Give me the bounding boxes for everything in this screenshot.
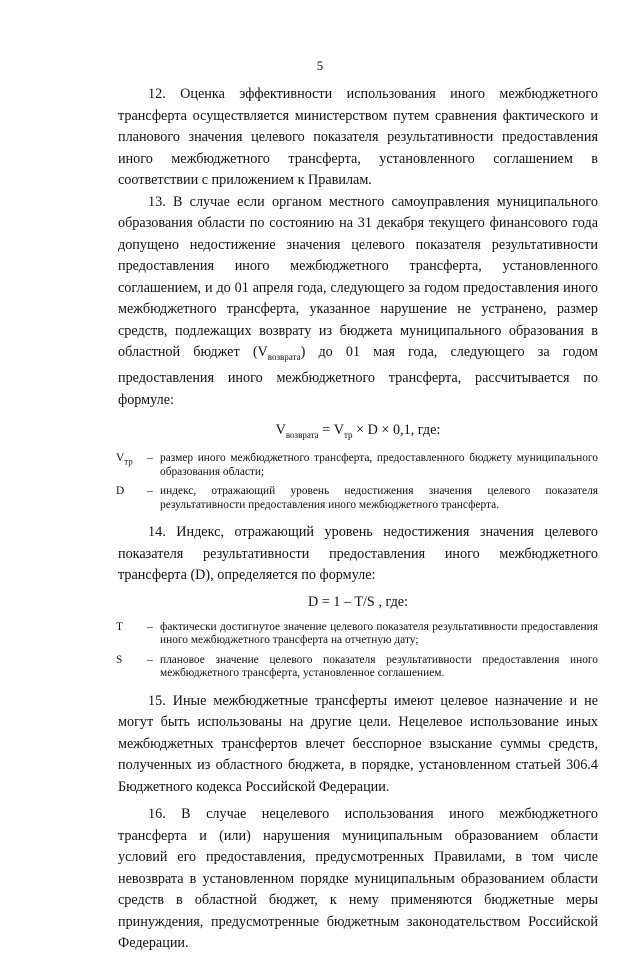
paragraph-13-part-a: 13. В случае если органом местного самоуправления муниципального образования области по состоянию на 31 декабря текущего финансового года допущено недостижение значения целевого показателя результативности предоставления иного межбюджетного трансферта, установленного соглашением, и до 01 апреля года, следующего за годом предоставления иного межбюджетного трансферта, указанное нарушение не устранено, размер средств, подлежащих возврату из бюджета муниципального образования в областной бюджет (V — [118, 193, 598, 360]
formula1-eq: = V — [318, 422, 344, 439]
paragraph-13-part-b: ) до 01 мая года, следующего за годом предоставления иного межбюджетного трансферта, рассчитывается по формуле: — [118, 344, 598, 408]
definition-t — [116, 621, 598, 648]
document-body — [118, 84, 598, 955]
paragraph-15: 15. Иные межбюджетные трансферты имеют целевое назначение и не могут быть использованы на другие цели. Нецелевое использование иных межбюджетных трансфертов влечет бесспорное взыскание суммы средств, полученных из областного бюджета, в порядке, установленном статьей 306.4 Бюджетного кодекса Российской Федерации. — [118, 692, 598, 795]
paragraph-13 — [118, 192, 598, 412]
formula1-rest: × D × 0,1, где: — [352, 422, 441, 439]
definition-d — [116, 485, 598, 512]
definition-dash: – — [147, 485, 153, 498]
page-number: 5 — [316, 58, 324, 73]
paragraph-12: 12. Оценка эффективности использования иного межбюджетного трансферта осуществляется министерством путем сравнения фактического и планового значения целевого показателя результативности предоставления иного межбюджетного трансферта, установленного соглашением в соответствии с приложением к Правилам. — [118, 86, 598, 188]
paragraph-13-subscript: возврата — [267, 351, 301, 362]
definition-symbol: T — [116, 620, 123, 633]
definition-text: размер иного межбюджетного трансферта, предоставленного бюджету муниципального образования области; — [160, 452, 598, 478]
definition-text: индекс, отражающий уровень недостижения значения целевого показателя результативности предоставления иного межбюджетного трансферта. — [160, 485, 598, 511]
definition-text: плановое значение целевого показателя результативности предоставления иного межбюджетного трансферта, установленное соглашением. — [160, 653, 598, 680]
formula1-tr-subscript: тр — [344, 430, 353, 441]
formula1-v-subscript: возврата — [285, 430, 319, 441]
definition-s — [116, 654, 598, 681]
formula1-v: V — [275, 422, 286, 439]
formula-index: D = 1 – T/S , где: — [307, 593, 409, 610]
definition-symbol: D — [116, 485, 125, 498]
definition-symbol: S — [116, 653, 123, 666]
definition-text: фактически достигнутое значение целевого показателя результативности предоставления иного межбюджетного трансферта на отчетную дату; — [160, 620, 598, 647]
definition-dash: – — [147, 452, 153, 465]
paragraph-16: 16. В случае нецелевого использования иного межбюджетного трансферта и (или) нарушения муниципальным образованием области условий его предоставления, предусмотренных Правилами, в том числе невозврата в установленном порядке муниципальным образованием области средств в областной бюджет, к нему применяются бюджетные меры принуждения, предусмотренные бюджетным законодательством Российской Федерации. — [118, 806, 598, 952]
formula-return-amount — [118, 420, 598, 446]
definition-dash: – — [147, 620, 153, 633]
definition-symbol: $V_{тр}$ — [116, 452, 133, 467]
definitions-formula-1 — [116, 452, 598, 512]
paragraph-14: 14. Индекс, отражающий уровень недостижения значения целевого показателя результативности предоставления иного межбюджетного трансферта (D), определяется по формуле: — [118, 524, 598, 584]
definitions-formula-2 — [116, 621, 598, 681]
definition-dash: – — [147, 653, 153, 666]
definition-vtr — [116, 452, 598, 479]
